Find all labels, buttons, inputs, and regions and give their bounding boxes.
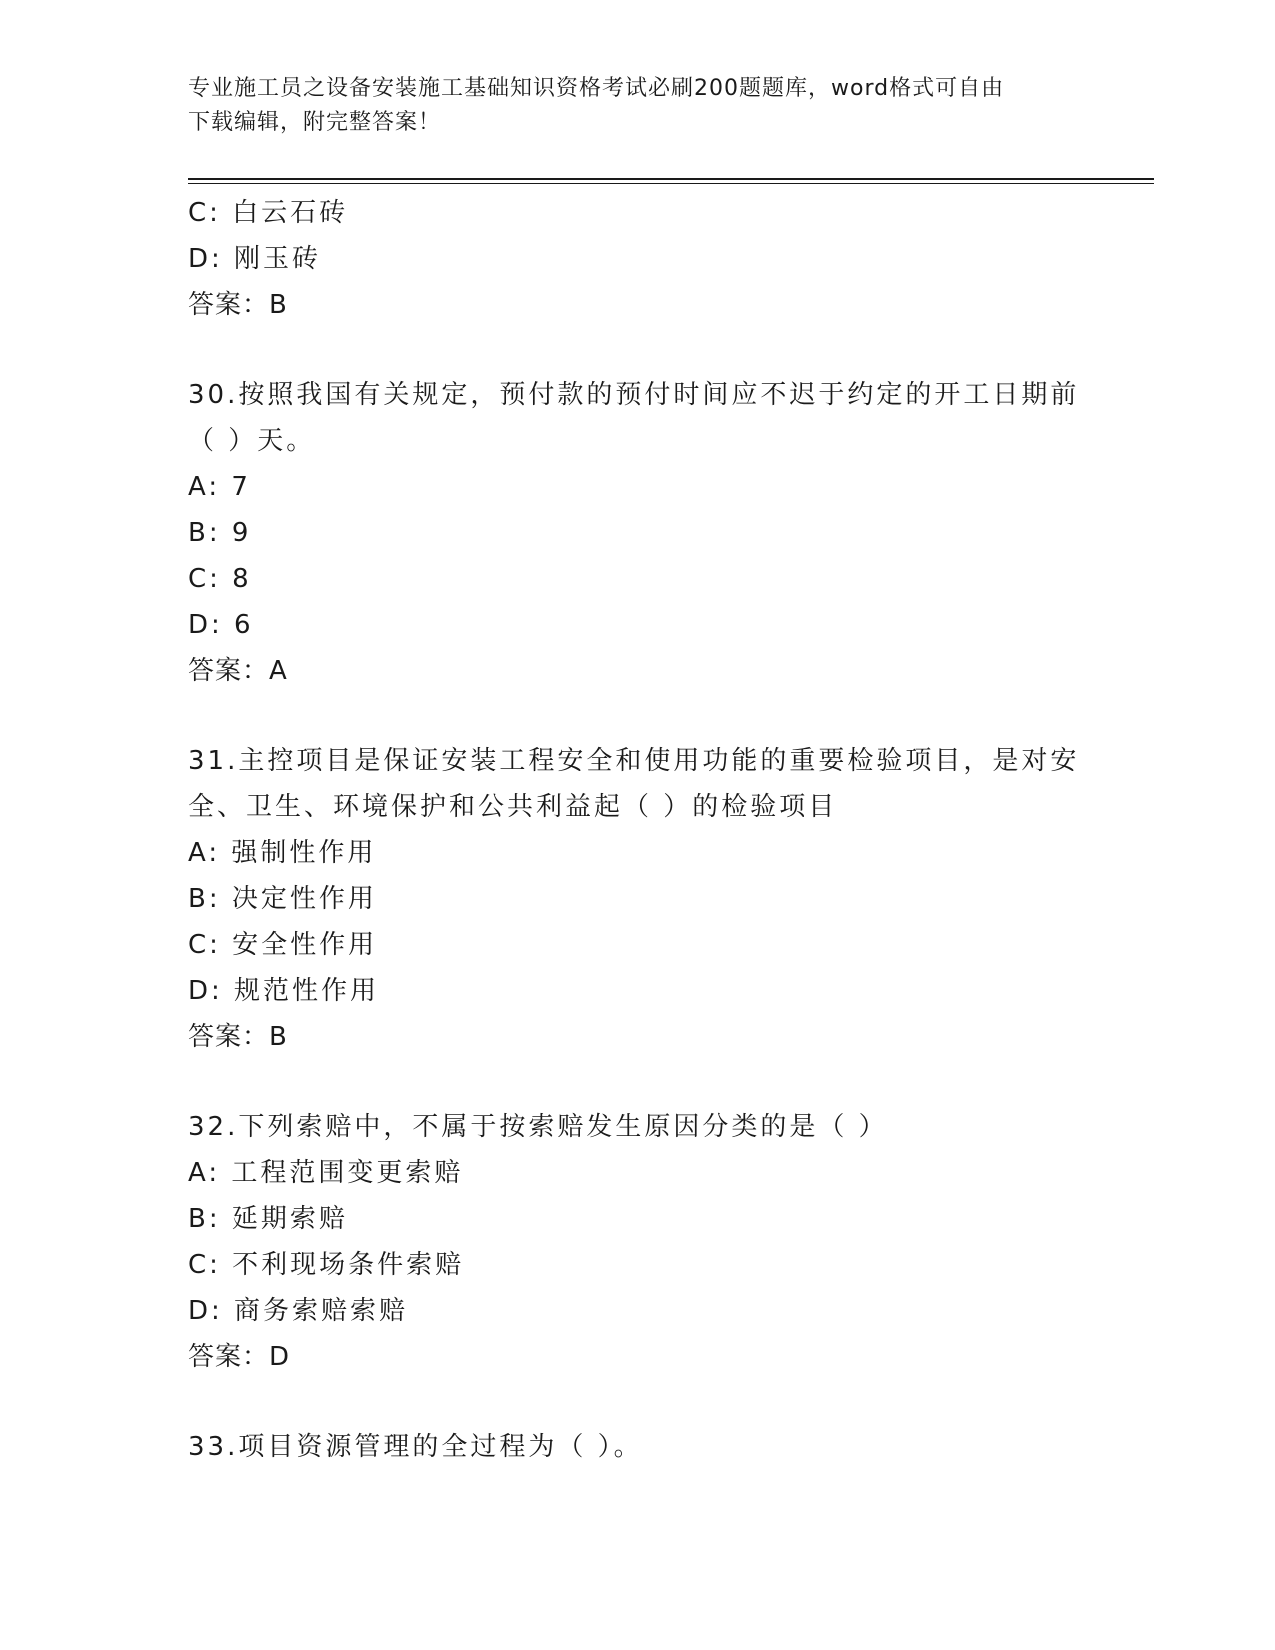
question-stem: 31.主控项目是保证安装工程安全和使用功能的重要检验项目，是对安 xyxy=(188,746,1080,776)
option-c: C: 安全性作用 xyxy=(188,930,378,960)
option-a: A: 工程范围变更索赔 xyxy=(188,1158,464,1188)
option-d: D: 6 xyxy=(188,610,254,640)
header-line-1: 专业施工员之设备安装施工基础知识资格考试必刷200题题库，word格式可自由 xyxy=(188,76,1005,101)
question-stem-continued: 全、卫生、环境保护和公共利益起（ ）的检验项目 xyxy=(188,792,838,822)
question-stem: 33.项目资源管理的全过程为（ ）。 xyxy=(188,1432,643,1462)
question-30 xyxy=(188,372,1088,694)
answer-line: 答案：A xyxy=(188,656,288,686)
question-list xyxy=(188,190,1088,1470)
option-b: B: 延期索赔 xyxy=(188,1204,348,1234)
question-stem: 30.按照我国有关规定，预付款的预付时间应不迟于约定的开工日期前 xyxy=(188,380,1080,410)
option-b: B: 决定性作用 xyxy=(188,884,377,914)
header-divider-thick xyxy=(188,178,1154,180)
question-29-partial xyxy=(188,190,1088,328)
question-33 xyxy=(188,1424,1088,1470)
option-a: A: 强制性作用 xyxy=(188,838,377,868)
option-c: C: 不利现场条件索赔 xyxy=(188,1250,465,1280)
option-c: C: 白云石砖 xyxy=(188,198,349,228)
header-divider-thin xyxy=(188,183,1154,184)
option-d: D: 商务索赔索赔 xyxy=(188,1296,409,1326)
option-b: B: 9 xyxy=(188,518,252,548)
question-31 xyxy=(188,738,1088,1060)
answer-line: 答案：B xyxy=(188,1022,288,1052)
option-c: C: 8 xyxy=(188,564,252,594)
option-a: A: 7 xyxy=(188,472,251,502)
header-line-2: 下载编辑，附完整答案！ xyxy=(188,110,442,135)
document-header xyxy=(188,72,1088,140)
answer-line: 答案：D xyxy=(188,1342,291,1372)
question-stem-continued: （ ）天。 xyxy=(188,426,316,456)
question-32 xyxy=(188,1104,1088,1380)
question-stem: 32.下列索赔中，不属于按索赔发生原因分类的是（ ） xyxy=(188,1112,888,1142)
option-d: D: 刚玉砖 xyxy=(188,244,322,274)
option-d: D: 规范性作用 xyxy=(188,976,380,1006)
answer-line: 答案：B xyxy=(188,290,288,320)
